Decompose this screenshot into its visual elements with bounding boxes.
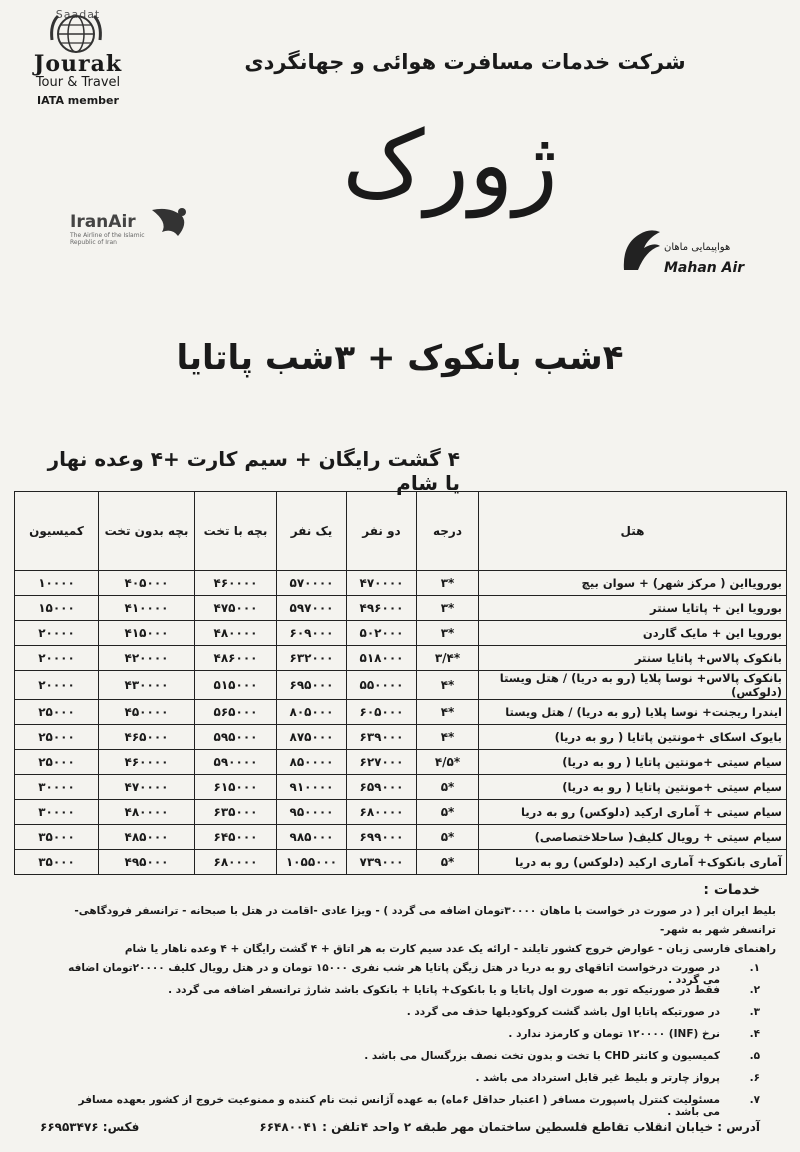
header-grade: درجه bbox=[417, 492, 479, 571]
services-line: بلیط ایران ایر ( در صورت در خواست با ماهان ۳۰۰۰۰تومان اضافه می گردد ) - ویزا عادی -اقامت در هتل با صبحانه - ترانسفر فرودگاهی- ترانسفر شهر به شهر- bbox=[74, 905, 776, 936]
cell-grade: *۵ bbox=[417, 825, 479, 850]
header-child-nobed: بچه بدون تخت bbox=[99, 492, 195, 571]
note-text: کمیسیون و کانتر CHD با تخت و بدون تخت نصف بزرگسال می باشد . bbox=[364, 1050, 720, 1062]
list-item bbox=[60, 1028, 760, 1050]
cell-double: ۵۵۰۰۰۰ bbox=[347, 671, 417, 700]
list-item bbox=[60, 1072, 760, 1094]
table-row bbox=[15, 646, 787, 671]
cell-single: ۶۹۵۰۰۰ bbox=[277, 671, 347, 700]
cell-hotel: بایوک اسکای +مونتین پاتایا ( رو به دریا) bbox=[479, 725, 787, 750]
note-number: ۲. bbox=[749, 984, 760, 996]
cell-commission: ۲۵۰۰۰ bbox=[15, 750, 99, 775]
cell-child-nobed: ۴۳۰۰۰۰ bbox=[99, 671, 195, 700]
cell-commission: ۳۰۰۰۰ bbox=[15, 800, 99, 825]
cell-child-nobed: ۴۸۵۰۰۰ bbox=[99, 825, 195, 850]
cell-child-nobed: ۴۱۰۰۰۰ bbox=[99, 596, 195, 621]
table-row bbox=[15, 571, 787, 596]
cell-child-bed: ۶۳۵۰۰۰ bbox=[195, 800, 277, 825]
cell-grade: *۴/۵ bbox=[417, 750, 479, 775]
cell-double: ۵۱۸۰۰۰ bbox=[347, 646, 417, 671]
cell-commission: ۱۵۰۰۰ bbox=[15, 596, 99, 621]
table-row bbox=[15, 621, 787, 646]
cell-commission: ۲۰۰۰۰ bbox=[15, 671, 99, 700]
cell-hotel: سیام سیتی +مونتین پاتایا ( رو به دریا) bbox=[479, 750, 787, 775]
cell-child-nobed: ۴۸۰۰۰۰ bbox=[99, 800, 195, 825]
cell-single: ۸۰۵۰۰۰ bbox=[277, 700, 347, 725]
cell-grade: *۳/۴ bbox=[417, 646, 479, 671]
note-text: در صورت درخواست اتاقهای رو به دریا در هتل زیگن پاتایا هر شب نفری ۱۵۰۰۰ تومان و در هتل رویال کلیف ۲۰۰۰۰تومان اضافه می گردد . bbox=[68, 962, 720, 986]
logo-iata-text: IATA member bbox=[37, 94, 119, 107]
cell-grade: *۳ bbox=[417, 571, 479, 596]
logo-jourak-text: Jourak bbox=[33, 51, 123, 77]
mahan-fa-text: هواپیمایی ماهان bbox=[664, 242, 731, 253]
header-hotel: هتل bbox=[479, 492, 787, 571]
table-row bbox=[15, 825, 787, 850]
tour-title: ۴شب بانکوک + ۳شب پاتایا bbox=[176, 338, 624, 378]
logo-tour-text: Tour & Travel bbox=[35, 75, 121, 90]
cell-commission: ۲۰۰۰۰ bbox=[15, 646, 99, 671]
homa-bird-icon bbox=[148, 202, 192, 246]
cell-single: ۱۰۵۵۰۰۰ bbox=[277, 850, 347, 875]
logo-saadat-text: Saadat bbox=[55, 8, 101, 21]
cell-single: ۸۷۵۰۰۰ bbox=[277, 725, 347, 750]
cell-child-bed: ۵۹۰۰۰۰ bbox=[195, 750, 277, 775]
cell-child-nobed: ۴۶۵۰۰۰ bbox=[99, 725, 195, 750]
cell-grade: *۵ bbox=[417, 850, 479, 875]
footer-address: آدرس : خیابان انقلاب تقاطع فلسطین ساختمان مهر طبقه ۲ واحد ۴ bbox=[360, 1120, 760, 1134]
mahan-bird-icon bbox=[620, 224, 664, 274]
cell-grade: *۳ bbox=[417, 596, 479, 621]
services-title: خدمات : bbox=[703, 882, 760, 898]
cell-commission: ۳۵۰۰۰ bbox=[15, 825, 99, 850]
cell-single: ۹۱۰۰۰۰ bbox=[277, 775, 347, 800]
table-header-row bbox=[15, 492, 787, 571]
cell-child-nobed: ۴۰۵۰۰۰ bbox=[99, 571, 195, 596]
list-item bbox=[60, 962, 760, 986]
notes-list bbox=[60, 962, 760, 1118]
brand-title: ژورک bbox=[342, 111, 558, 218]
cell-double: ۷۳۹۰۰۰ bbox=[347, 850, 417, 875]
cell-child-nobed: ۴۷۰۰۰۰ bbox=[99, 775, 195, 800]
table-row bbox=[15, 700, 787, 725]
cell-double: ۶۵۹۰۰۰ bbox=[347, 775, 417, 800]
note-text: فقط در صورتیکه تور به صورت اول پاتایا و یا بانکوک+ پاتایا + بانکوک باشد شارژ ترانسفر اضافه می گردد . bbox=[168, 984, 720, 996]
note-number: ۴. bbox=[749, 1028, 760, 1040]
table-row bbox=[15, 775, 787, 800]
list-item bbox=[60, 1050, 760, 1072]
cell-child-bed: ۴۸۰۰۰۰ bbox=[195, 621, 277, 646]
services-text bbox=[36, 902, 776, 959]
header-child-bed: بچه با تخت bbox=[195, 492, 277, 571]
cell-child-nobed: ۴۲۰۰۰۰ bbox=[99, 646, 195, 671]
cell-child-nobed: ۴۹۵۰۰۰ bbox=[99, 850, 195, 875]
header-single: یک نفر bbox=[277, 492, 347, 571]
cell-hotel: بورویا این + پاتایا سنتر bbox=[479, 596, 787, 621]
mahan-logo bbox=[620, 210, 750, 280]
cell-child-nobed: ۴۶۰۰۰۰ bbox=[99, 750, 195, 775]
company-name: شرکت خدمات مسافرت هوائی و جهانگردی bbox=[244, 50, 686, 74]
note-number: ۶. bbox=[749, 1072, 760, 1084]
footer-fax: فکس: ۶۶۹۵۳۴۷۶ bbox=[40, 1120, 140, 1134]
price-table bbox=[14, 491, 787, 875]
cell-single: ۵۹۷۰۰۰ bbox=[277, 596, 347, 621]
cell-single: ۶۰۹۰۰۰ bbox=[277, 621, 347, 646]
cell-grade: *۵ bbox=[417, 800, 479, 825]
cell-grade: *۴ bbox=[417, 725, 479, 750]
cell-hotel: ایندرا ریجنت+ نوسا پلایا (رو به دریا) / هتل ویستا bbox=[479, 700, 787, 725]
cell-double: ۶۸۰۰۰۰ bbox=[347, 800, 417, 825]
cell-double: ۵۰۲۰۰۰ bbox=[347, 621, 417, 646]
cell-double: ۶۰۵۰۰۰ bbox=[347, 700, 417, 725]
list-item bbox=[60, 1094, 760, 1118]
cell-child-bed: ۴۸۶۰۰۰ bbox=[195, 646, 277, 671]
cell-child-bed: ۶۱۵۰۰۰ bbox=[195, 775, 277, 800]
cell-child-bed: ۵۶۵۰۰۰ bbox=[195, 700, 277, 725]
cell-double: ۴۹۶۰۰۰ bbox=[347, 596, 417, 621]
cell-double: ۴۷۰۰۰۰ bbox=[347, 571, 417, 596]
note-number: ۷. bbox=[749, 1094, 760, 1106]
cell-commission: ۲۰۰۰۰ bbox=[15, 621, 99, 646]
iranair-text: IranAir bbox=[70, 212, 136, 232]
table-row bbox=[15, 800, 787, 825]
cell-hotel: سیام سیتی + رویال کلیف( ساحلاختصاصی) bbox=[479, 825, 787, 850]
cell-child-bed: ۶۴۵۰۰۰ bbox=[195, 825, 277, 850]
cell-hotel: آماری بانکوک+ آماری ارکید (دلوکس) رو به دریا bbox=[479, 850, 787, 875]
cell-hotel: سیام سیتی +مونتین پاتایا ( رو به دریا) bbox=[479, 775, 787, 800]
cell-commission: ۲۵۰۰۰ bbox=[15, 700, 99, 725]
note-text: نرخ (INF) ۱۲۰۰۰۰ تومان و کارمزد ندارد . bbox=[508, 1028, 720, 1040]
note-text: در صورتیکه پاتایا اول باشد گشت کروکودیلها حذف می گردد . bbox=[406, 1006, 720, 1018]
iranair-subtext: The Airline of the Islamic Republic of Iran bbox=[70, 232, 145, 246]
note-text: مسئولیت کنترل پاسپورت مسافر ( اعتبار حداقل ۶ماه) به عهده آژانس ثبت نام کننده و ممنوعیت خروج از کشور بعهده مسافر می باشد . bbox=[78, 1094, 720, 1118]
cell-child-nobed: ۴۵۰۰۰۰ bbox=[99, 700, 195, 725]
tour-subtitle: ۴ گشت رایگان + سیم کارت +۴ وعده نهار یا شام bbox=[47, 447, 460, 495]
cell-hotel: بانکوک پالاس+ نوسا پلایا (رو به دریا) / هتل ویستا (دلوکس) bbox=[479, 671, 787, 700]
cell-grade: *۴ bbox=[417, 700, 479, 725]
note-number: ۳. bbox=[749, 1006, 760, 1018]
cell-commission: ۱۰۰۰۰ bbox=[15, 571, 99, 596]
table-row bbox=[15, 750, 787, 775]
cell-child-bed: ۵۹۵۰۰۰ bbox=[195, 725, 277, 750]
cell-commission: ۲۵۰۰۰ bbox=[15, 725, 99, 750]
globe-icon bbox=[48, 10, 104, 54]
table-row bbox=[15, 725, 787, 750]
cell-child-nobed: ۴۱۵۰۰۰ bbox=[99, 621, 195, 646]
cell-double: ۶۹۹۰۰۰ bbox=[347, 825, 417, 850]
cell-commission: ۳۰۰۰۰ bbox=[15, 775, 99, 800]
cell-single: ۵۷۰۰۰۰ bbox=[277, 571, 347, 596]
services-line: راهنمای فارسی زبان - عوارض خروج کشور تایلند - ارائه یک عدد سیم کارت به هر اتاق + ۴ گشت رایگان + ۴ وعده ناهار یا شام bbox=[124, 943, 776, 955]
cell-hotel: بورویااین ( مرکز شهر) + سوان بیچ bbox=[479, 571, 787, 596]
footer-contact bbox=[40, 1120, 760, 1144]
iranair-logo bbox=[70, 200, 190, 250]
header-double: دو نفر bbox=[347, 492, 417, 571]
cell-child-bed: ۴۶۰۰۰۰ bbox=[195, 571, 277, 596]
cell-child-bed: ۵۱۵۰۰۰ bbox=[195, 671, 277, 700]
note-text: پرواز چارتر و بلیط غیر قابل استرداد می باشد . bbox=[475, 1072, 720, 1084]
cell-double: ۶۲۷۰۰۰ bbox=[347, 750, 417, 775]
cell-single: ۶۳۲۰۰۰ bbox=[277, 646, 347, 671]
cell-grade: *۳ bbox=[417, 621, 479, 646]
cell-hotel: بانکوک پالاس+ پاتایا سنتر bbox=[479, 646, 787, 671]
mahan-text: Mahan Air bbox=[664, 260, 745, 276]
footer-phone: تلفن : ۶۶۴۸۰۰۴۱ bbox=[259, 1120, 360, 1134]
list-item bbox=[60, 984, 760, 1006]
cell-grade: *۴ bbox=[417, 671, 479, 700]
cell-single: ۹۵۰۰۰۰ bbox=[277, 800, 347, 825]
cell-grade: *۵ bbox=[417, 775, 479, 800]
cell-single: ۸۵۰۰۰۰ bbox=[277, 750, 347, 775]
cell-hotel: سیام سیتی + آماری ارکید (دلوکس) رو به دریا bbox=[479, 800, 787, 825]
table-row bbox=[15, 596, 787, 621]
note-number: ۵. bbox=[749, 1050, 760, 1062]
table-row bbox=[15, 671, 787, 700]
table-row bbox=[15, 850, 787, 875]
cell-hotel: بورویا این + مایک گاردن bbox=[479, 621, 787, 646]
list-item bbox=[60, 1006, 760, 1028]
cell-commission: ۳۵۰۰۰ bbox=[15, 850, 99, 875]
note-number: ۱. bbox=[749, 962, 760, 974]
cell-single: ۹۸۵۰۰۰ bbox=[277, 825, 347, 850]
cell-double: ۶۳۹۰۰۰ bbox=[347, 725, 417, 750]
header-commission: کمیسیون bbox=[15, 492, 99, 571]
cell-child-bed: ۴۷۵۰۰۰ bbox=[195, 596, 277, 621]
cell-child-bed: ۶۸۰۰۰۰ bbox=[195, 850, 277, 875]
